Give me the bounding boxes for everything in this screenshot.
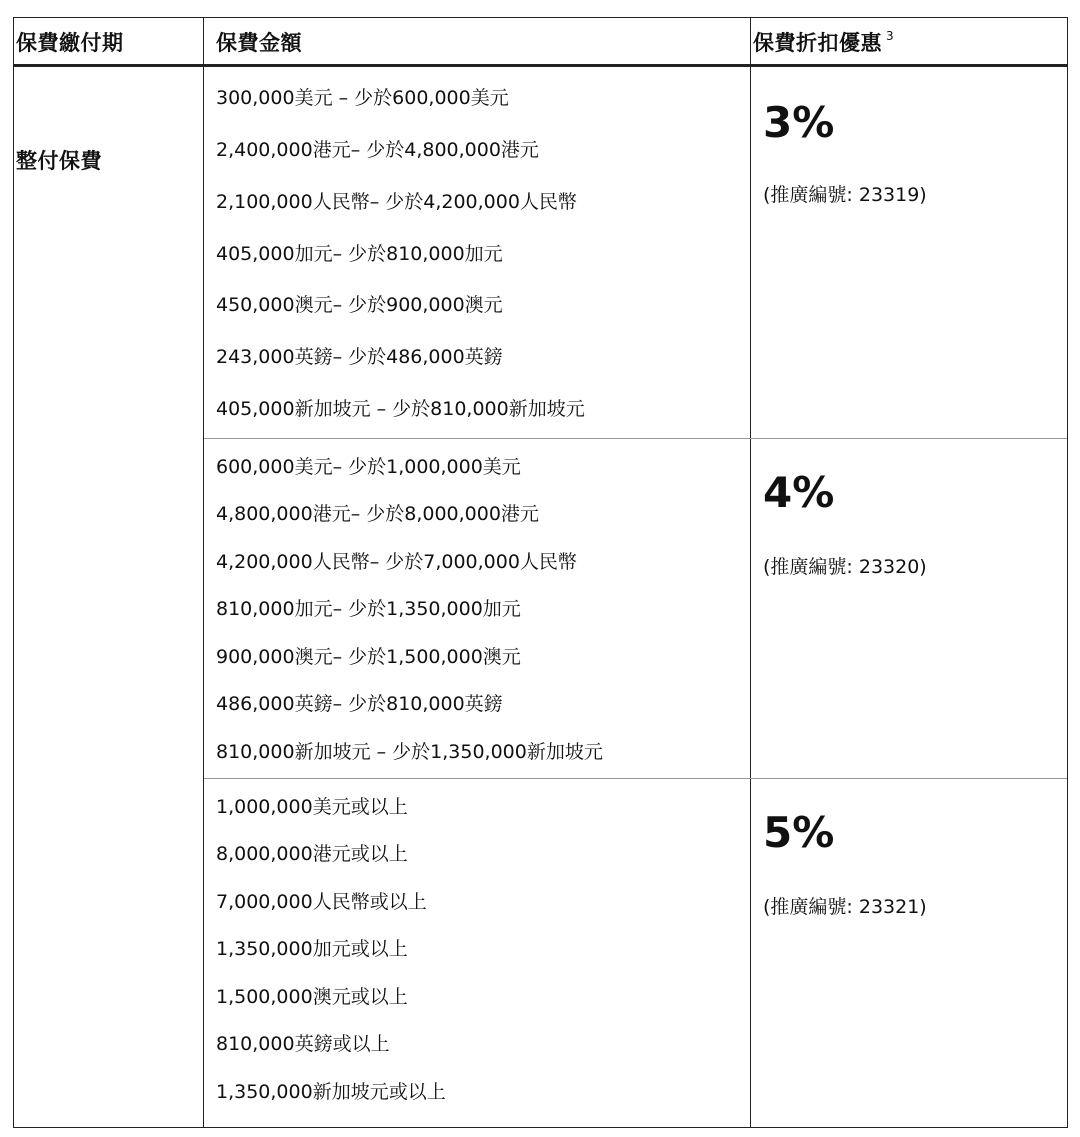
header-payment-period: 保費繳付期 bbox=[16, 31, 124, 55]
header-premium-discount bbox=[753, 27, 894, 57]
amount-range: 4,200,000人民幣– 少於7,000,000人民幣 bbox=[216, 551, 577, 573]
header-premium-amount: 保費金額 bbox=[216, 31, 302, 55]
amount-range: 486,000英鎊– 少於810,000英鎊 bbox=[216, 693, 503, 715]
amount-range: 8,000,000港元或以上 bbox=[216, 843, 408, 865]
amount-range: 810,000英鎊或以上 bbox=[216, 1033, 390, 1055]
column-divider bbox=[203, 18, 204, 1127]
amount-range: 900,000澳元– 少於1,500,000澳元 bbox=[216, 646, 521, 668]
header-underline bbox=[14, 64, 1067, 67]
promo-code: (推廣編號: 23321) bbox=[763, 896, 927, 918]
payment-period-cell: 整付保費 bbox=[16, 149, 102, 173]
amount-range: 1,350,000加元或以上 bbox=[216, 938, 408, 960]
promo-code: (推廣編號: 23319) bbox=[763, 184, 927, 206]
header-premium-discount-label: 保費折扣優惠 bbox=[753, 31, 882, 55]
column-divider bbox=[750, 18, 751, 1127]
amount-range: 405,000新加坡元 – 少於810,000新加坡元 bbox=[216, 398, 585, 420]
amount-range: 1,350,000新加坡元或以上 bbox=[216, 1081, 446, 1103]
amount-range: 810,000新加坡元 – 少於1,350,000新加坡元 bbox=[216, 741, 603, 763]
discount-rate: 5% bbox=[763, 808, 835, 857]
amount-range: 243,000英鎊– 少於486,000英鎊 bbox=[216, 346, 503, 368]
amount-range: 300,000美元 – 少於600,000美元 bbox=[216, 87, 509, 109]
row-divider bbox=[204, 778, 1067, 779]
row-divider bbox=[204, 438, 1067, 439]
footnote-marker: 3 bbox=[886, 29, 895, 43]
amount-range: 600,000美元– 少於1,000,000美元 bbox=[216, 456, 521, 478]
amount-range: 7,000,000人民幣或以上 bbox=[216, 891, 427, 913]
amount-range: 1,500,000澳元或以上 bbox=[216, 986, 408, 1008]
amount-range: 1,000,000美元或以上 bbox=[216, 796, 408, 818]
amount-range: 405,000加元– 少於810,000加元 bbox=[216, 243, 503, 265]
discount-rate: 3% bbox=[763, 98, 835, 147]
promo-code: (推廣編號: 23320) bbox=[763, 556, 927, 578]
premium-discount-table bbox=[13, 17, 1068, 1128]
amount-range: 2,100,000人民幣– 少於4,200,000人民幣 bbox=[216, 191, 577, 213]
amount-range: 2,400,000港元– 少於4,800,000港元 bbox=[216, 139, 539, 161]
amount-range: 450,000澳元– 少於900,000澳元 bbox=[216, 294, 503, 316]
discount-rate: 4% bbox=[763, 468, 835, 517]
amount-range: 810,000加元– 少於1,350,000加元 bbox=[216, 598, 521, 620]
amount-range: 4,800,000港元– 少於8,000,000港元 bbox=[216, 503, 539, 525]
